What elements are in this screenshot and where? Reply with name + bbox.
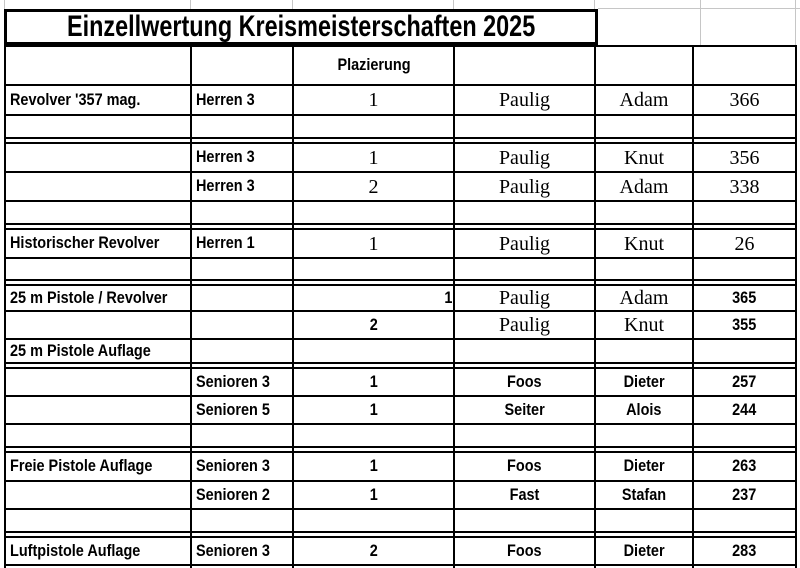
cell-empty[interactable] (5, 143, 191, 172)
table-row (5, 143, 796, 172)
cell-lastname[interactable] (454, 85, 595, 115)
cell-text: Paulig (498, 89, 551, 111)
cell-discipline[interactable] (5, 285, 191, 311)
cell-empty[interactable] (293, 115, 454, 138)
table-row (5, 285, 796, 311)
cell-lastname[interactable] (454, 452, 595, 481)
cell-firstname[interactable] (595, 172, 693, 201)
cell-class[interactable] (191, 537, 293, 565)
cell-empty[interactable] (5, 311, 191, 339)
cell-text: Senioren 2 (196, 484, 270, 504)
cell-firstname[interactable] (595, 396, 693, 424)
table-row (5, 172, 796, 201)
cell-text: Adam (619, 287, 669, 309)
cell-text: 355 (732, 314, 757, 334)
cell-class[interactable] (191, 85, 293, 115)
cell-empty[interactable] (693, 509, 796, 532)
table-row (5, 452, 796, 481)
empty-row (5, 201, 796, 224)
cell-text: Foos (507, 540, 542, 560)
cell-text: 263 (732, 456, 757, 475)
cell-lastname[interactable] (454, 368, 595, 396)
title-cell[interactable] (4, 9, 598, 45)
cell-text: Herren 3 (196, 176, 255, 195)
cell-text: 1 (368, 146, 379, 169)
cell-text: 1 (368, 232, 379, 255)
cell-empty[interactable] (191, 285, 293, 311)
cell-text: Paulig (498, 287, 551, 309)
cell-empty[interactable] (293, 201, 454, 224)
cell-score[interactable] (693, 311, 796, 339)
cell-place[interactable] (293, 311, 454, 339)
cell-text: 283 (732, 540, 757, 560)
cell-lastname[interactable] (454, 229, 595, 258)
cell-text: Dieter (623, 456, 665, 475)
cell-text: 1 (443, 287, 452, 307)
cell-score[interactable] (693, 481, 796, 509)
cell-empty[interactable] (5, 201, 191, 224)
cell-text: Dieter (623, 371, 665, 391)
cell-text: Foos (507, 456, 542, 475)
cell-place[interactable] (293, 368, 454, 396)
cell-firstname[interactable] (595, 452, 693, 481)
cell-text: Dieter (623, 540, 665, 560)
cell-text: 338 (729, 175, 760, 198)
page-title: Einzellwertung Kreismeisterschaften 2025 (66, 10, 536, 43)
table-row (5, 339, 796, 363)
cell-text: 2 (369, 314, 378, 334)
cell-empty[interactable] (454, 509, 595, 532)
cell-lastname[interactable] (454, 396, 595, 424)
cell-text: Paulig (498, 232, 551, 255)
cell-empty[interactable] (191, 424, 293, 447)
cell-empty[interactable] (293, 509, 454, 532)
cell-firstname[interactable] (595, 311, 693, 339)
cell-text: Knut (624, 146, 664, 169)
table-row (5, 311, 796, 339)
cell-discipline[interactable] (5, 85, 191, 115)
cell-place[interactable] (293, 481, 454, 509)
cell-text: 25 m Pistole / Revolver (10, 287, 168, 307)
cell-score[interactable] (693, 172, 796, 201)
cell-empty[interactable] (595, 115, 693, 138)
cell-text: 1 (369, 484, 378, 504)
cell-score[interactable] (693, 143, 796, 172)
cell-text: 237 (732, 484, 757, 504)
gridline-col-d (453, 0, 454, 9)
cell-text: Knut (624, 314, 664, 336)
cell-discipline[interactable] (5, 452, 191, 481)
cell-empty[interactable] (595, 339, 693, 363)
cell-text: Paulig (498, 175, 551, 198)
cell-empty[interactable] (693, 339, 796, 363)
cell-text: Senioren 3 (196, 456, 270, 475)
cell-empty[interactable] (693, 201, 796, 224)
cell-text: 26 (734, 232, 755, 255)
cell-class[interactable] (191, 368, 293, 396)
cell-discipline[interactable] (5, 339, 191, 363)
cell-empty[interactable] (293, 339, 454, 363)
cell-text: 2 (369, 540, 378, 560)
cell-empty[interactable] (693, 424, 796, 447)
cell-text: Herren 3 (196, 89, 255, 109)
cell-score[interactable] (693, 368, 796, 396)
cell-text: Herren 1 (196, 233, 255, 252)
cell-text: 1 (369, 456, 378, 475)
cell-place[interactable] (293, 537, 454, 565)
cell-empty[interactable] (595, 424, 693, 447)
cell-text: 365 (732, 287, 757, 307)
cell-empty[interactable] (5, 46, 191, 85)
cell-text: Paulig (498, 146, 551, 169)
cell-empty[interactable] (595, 258, 693, 280)
table-row (5, 229, 796, 258)
table-row (5, 537, 796, 565)
cell-empty[interactable] (693, 258, 796, 280)
cell-text: 1 (369, 399, 378, 419)
cell-empty[interactable] (191, 258, 293, 280)
cell-discipline[interactable] (5, 229, 191, 258)
cell-class[interactable] (191, 172, 293, 201)
cell-empty[interactable] (5, 258, 191, 280)
gridline-col-a (4, 0, 5, 9)
cell-empty[interactable] (5, 509, 191, 532)
cell-text: Luftpistole Auflage (10, 540, 141, 560)
cell-empty[interactable] (191, 201, 293, 224)
cell-text: Senioren 3 (196, 371, 270, 391)
cell-lastname[interactable] (454, 143, 595, 172)
cell-text: 1 (369, 371, 378, 391)
cell-score[interactable] (693, 285, 796, 311)
gridline-col-g (795, 0, 796, 45)
cell-text: 366 (729, 89, 760, 111)
cell-score[interactable] (693, 229, 796, 258)
cell-class[interactable] (191, 143, 293, 172)
cell-text: 25 m Pistole Auflage (10, 340, 151, 360)
cell-firstname[interactable] (595, 368, 693, 396)
cell-empty[interactable] (5, 172, 191, 201)
cell-empty[interactable] (454, 201, 595, 224)
cell-score[interactable] (693, 85, 796, 115)
cell-empty[interactable] (5, 424, 191, 447)
cell-empty[interactable] (454, 46, 595, 85)
cell-place[interactable] (293, 229, 454, 258)
cell-place[interactable] (293, 143, 454, 172)
cell-class[interactable] (191, 229, 293, 258)
cell-score[interactable] (693, 452, 796, 481)
cell-firstname[interactable] (595, 85, 693, 115)
table-row (5, 396, 796, 424)
cell-text: 356 (729, 146, 760, 169)
cell-empty[interactable] (595, 46, 693, 85)
cell-lastname[interactable] (454, 537, 595, 565)
cell-empty[interactable] (191, 115, 293, 138)
cell-text: 1 (368, 89, 379, 111)
cell-empty[interactable] (454, 115, 595, 138)
cell-place[interactable] (293, 285, 454, 311)
cell-empty[interactable] (5, 481, 191, 509)
cell-class[interactable] (191, 481, 293, 509)
cell-lastname[interactable] (454, 311, 595, 339)
cell-empty[interactable] (454, 339, 595, 363)
cell-empty[interactable] (5, 115, 191, 138)
cell-score[interactable] (693, 537, 796, 565)
gridline-col-f (700, 0, 701, 45)
cell-empty[interactable] (454, 258, 595, 280)
empty-row (5, 509, 796, 532)
empty-row (5, 115, 796, 138)
cell-place[interactable] (293, 396, 454, 424)
cell-text: Revolver '357 mag. (10, 89, 141, 109)
cell-text: Historischer Revolver (10, 233, 160, 252)
cell-firstname[interactable] (595, 229, 693, 258)
results-table (4, 45, 797, 568)
table-row (5, 481, 796, 509)
cell-text: Paulig (498, 314, 551, 336)
gridline-row-top (598, 8, 800, 9)
gridline-col-e (594, 0, 595, 9)
cell-place[interactable] (293, 452, 454, 481)
cell-text: Fast (509, 484, 540, 504)
cell-empty[interactable] (595, 201, 693, 224)
cell-text: Senioren 3 (196, 540, 270, 560)
cell-empty[interactable] (191, 509, 293, 532)
cell-header-plazierung[interactable] (293, 46, 454, 85)
cell-empty[interactable] (454, 424, 595, 447)
gridline-col-b (190, 0, 191, 9)
cell-text: Adam (619, 175, 669, 198)
cell-text: 244 (732, 399, 757, 419)
cell-text: Adam (619, 89, 669, 111)
cell-place[interactable] (293, 85, 454, 115)
table-row (5, 368, 796, 396)
header-row (5, 46, 796, 85)
cell-text: Alois (626, 399, 662, 419)
cell-text: Herren 3 (196, 147, 255, 166)
cell-text: 2 (368, 175, 379, 198)
cell-empty[interactable] (191, 339, 293, 363)
cell-firstname[interactable] (595, 285, 693, 311)
cell-class[interactable] (191, 452, 293, 481)
cell-class[interactable] (191, 396, 293, 424)
empty-row (5, 258, 796, 280)
cell-empty[interactable] (293, 424, 454, 447)
cell-empty[interactable] (595, 509, 693, 532)
empty-row (5, 424, 796, 447)
cell-lastname[interactable] (454, 481, 595, 509)
cell-firstname[interactable] (595, 537, 693, 565)
gridline-col-c (292, 0, 293, 9)
cell-text: Plazierung (336, 55, 411, 74)
cell-text: Stafan (621, 484, 667, 504)
cell-score[interactable] (693, 396, 796, 424)
cell-firstname[interactable] (595, 143, 693, 172)
cell-empty[interactable] (5, 396, 191, 424)
cell-empty[interactable] (693, 115, 796, 138)
table-row (5, 85, 796, 115)
cell-text: Freie Pistole Auflage (10, 456, 153, 475)
cell-firstname[interactable] (595, 481, 693, 509)
cell-empty[interactable] (5, 368, 191, 396)
cell-empty[interactable] (293, 258, 454, 280)
cell-text: Foos (507, 371, 542, 391)
cell-empty[interactable] (693, 46, 796, 85)
cell-lastname[interactable] (454, 172, 595, 201)
cell-text: Seiter (504, 399, 545, 419)
cell-text: Senioren 5 (196, 399, 270, 419)
cell-text: 257 (732, 371, 757, 391)
cell-empty[interactable] (191, 46, 293, 85)
cell-discipline[interactable] (5, 537, 191, 565)
cell-lastname[interactable] (454, 285, 595, 311)
cell-empty[interactable] (191, 311, 293, 339)
cell-text: Knut (624, 232, 664, 255)
cell-place[interactable] (293, 172, 454, 201)
